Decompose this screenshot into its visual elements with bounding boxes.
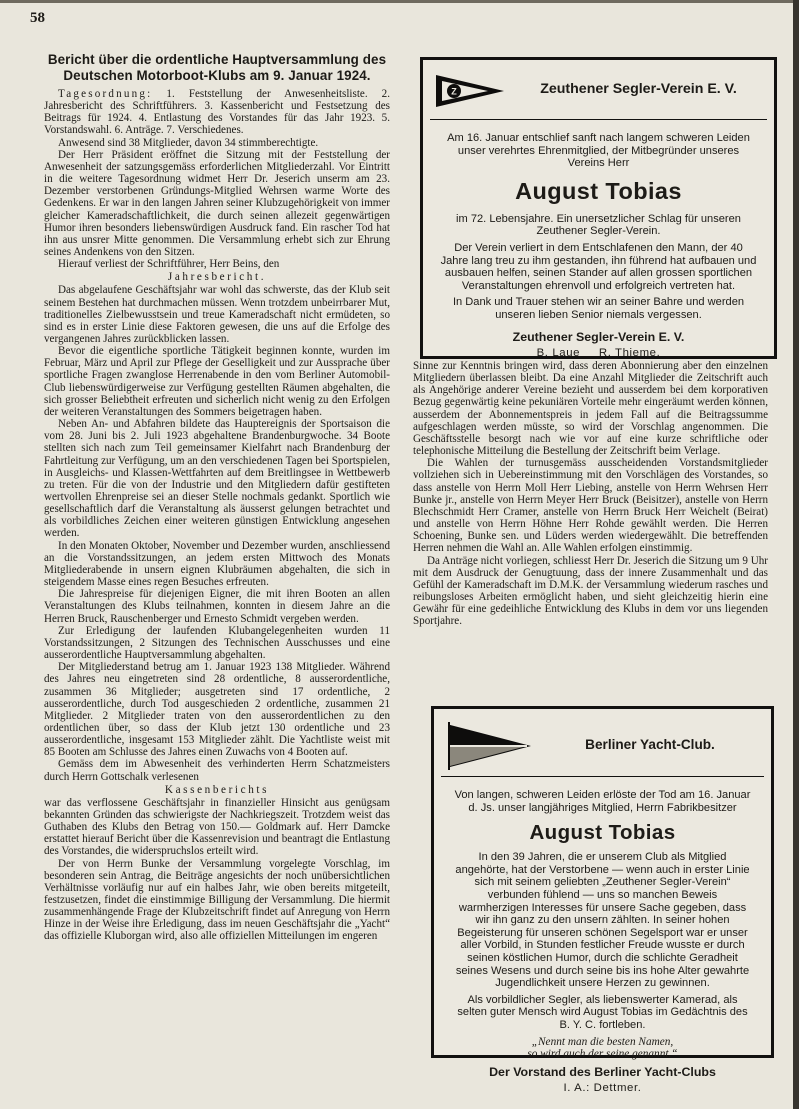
obituary-berliner-signers: I. A.: Dettmer. [563, 1081, 642, 1094]
obituary-zeuthener-club-title: Zeuthener Segler-Verein E. V. [540, 81, 737, 97]
top-rule [0, 0, 799, 3]
quote-line-2: so wird auch der seine genannt.“ [527, 1048, 678, 1061]
obituary-berliner-remembrance: Als vorbildlicher Segler, als liebenswerter Kamerad, als selten guter Mensch wird August Tobias im Gedächtnis des B. Y. C. fortleben. [457, 993, 748, 1031]
elections-paragraph: Die Wahlen der turnusgemäss ausscheidenden Vorstandsmitglieder vollziehen sich in Uebereinstimmung mit den Vorschlägen des Vorstandes, so dass anstelle von Herrn Moll Herr Liebing, anstelle von Herrn Wehrsen Herr Bunke jr., anstelle von Herrn Meyer Herr Bruck (Beisitzer), anstelle von Herrn Blechschmidt Herr Cramer, anstelle von Herrn Bruck Herr Weichelt (Beirat) und anstelle von Herrn Höhne Herr Rohde gewählt werden. Die Herren Schoening, Bunke sen. und Lüders werden wiedergewählt. Die betreffenden Herren nehmen die Wahl an. Alle Wahlen erfolgen einstimmig. [413, 457, 768, 555]
obituary-berliner-header [441, 716, 764, 777]
agenda-lead: Tagesordnung: [58, 88, 153, 100]
agenda-paragraph [44, 88, 390, 137]
agenda-text: 1. Feststellung der Anwesenheitsliste. 2. Jahresbericht des Schriftführers. 3. Kassenbericht und Festsetzung des Beitrags für 1924. 4. Entlastung des Vorstandes für das Jahr 1923. 5. Vorstandswahl. 6. Anträge. 7. Verschiedenes. [44, 88, 390, 137]
report-title-line-2: Deutschen Motorboot-Klubs am 9. Januar 1924. [63, 68, 371, 83]
cash-report-paragraph: war das verflossene Geschäftsjahr in finanzieller Hinsicht aus genügsam bekannten Gründen das schwierigste der Nachkriegszeit. Trotzdem weist das Guthaben des Klubs den Betrag von 150.— Goldmark auf. Herr Damcke erstattet hierauf Bericht über die Kassenrevision und beantragt die Entlastung des Vorstandes, die widerspruchslos erteilt wird. [44, 796, 390, 858]
obituary-berliner-intro: Von langen, schweren Leiden erlöste der Tod am 16. Januar d. Js. unser langjähriges Mitglied, Herrn Fabrikbesitzer [454, 789, 751, 814]
reading-paragraph: Hierauf verliest der Schriftführer, Herr Beins, den [58, 258, 280, 271]
subscription-paragraph: Sinne zur Kenntnis bringen wird, dass deren Abonnierung aber den einzelnen Mitgliedern überlassen bleibt. Da eine Anzahl Mitglieder die Zeitschrift auch als Angehörige anderer Vereine bezieht und ausserdem bei dem korporativen Bezug gegenwärtig keine pekuniären Vorteile mehr eingeräumt werden können, ausserdem der Abonnementspreis in jedem Fall auf die Beitragssumme aufgeschlagen werden müsste, so wird der Vorschlag angenommen. Die Geschäftsstelle besorgt nach wie vor auf eine kurze schriftliche oder telephonische Mitteilung die Bestellung der Zeitschrift beim Verlage. [413, 360, 768, 458]
obituary-zeuthener-header [430, 67, 767, 120]
quote-line-1: „Nennt man die besten Namen, [531, 1035, 674, 1048]
obituary-berliner-signature: Der Vorstand des Berliner Yacht-Clubs [489, 1064, 716, 1079]
membership-paragraph: Der Mitgliederstand betrug am 1. Januar 1923 138 Mitglieder. Während des Jahres neu eingetreten sind 28 ordentliche, 8 ausserordentliche, zusammen 36 Mitglieder; ausgetreten sind 17 ordentliche, 2 ausserordentliche, durch Tod ausgeschieden 2 ordentliche, zusammen 21 Mitglieder. 2 Mitglieder traten von den ausserordentlichen zu den ordentlichen über, so dass der Klub jetzt 130 ordentliche und 23 ausserordentliche, insgesamt 153 Mitglieder zählt. Die Yachtliste weist mit 85 Booten am Schlusse des Jahres einen Zuwachs von 4 Booten auf. [44, 661, 390, 759]
report-continuation-column [413, 360, 768, 627]
opening-paragraph: Der Herr Präsident eröffnet die Sitzung mit der Feststellung der Anwesenheit der satzungsgemäss erforderlichen Mitgliederzahl. Vor Eintritt in die weitere Tagesordnung widmet Herr Dr. Jeserich unserm am 23. Dezember verstorbenen Gründungs-Mitglied Wehrsen warme Worte des Gedenkens. Er war in den langen Jahren seiner Klubzugehörigkeit von immer gleicher Kameradschaftlichkeit, die durch seinen allezeit gegenwärtigen Humor ihren besonders liebenswürdigen Ausdruck fand. Ein rascher Tod hat ihn aus unsrer Mitte genommen. Die Versammlung erhebt sich zur Ehrung seines Andenkens von den Sitzen. [44, 148, 390, 259]
cash-report-heading: Kassenberichts [164, 783, 270, 796]
page-edge [793, 0, 799, 1109]
annual-report-paragraph: Das abgelaufene Geschäftsjahr war wohl das schwerste, das der Klub seit seinem Bestehen hat durchmachen müssen. Wenn trotzdem unbeirrbarer Mut, traditionelles Zielbewusstsein und treue Kameradschaft nicht ermüdeten, so sind es in erster Linie diese Faktoren gewesen, die uns auf die Erfolge des vergangenen Jahres zurückblicken lassen. [44, 284, 390, 345]
club-burgee-icon [445, 720, 531, 772]
obituary-zeuthener [420, 57, 777, 359]
club-evenings-paragraph: Bevor die eigentliche sportliche Tätigkeit beginnen konnte, wurden im Februar, März und April zur Pflege der Geselligkeit und zur Aussprache über sportliche Fragen zwanglose Herrenabende in den vom Berliner Automobil-Club liebenswürdigerweise zur Verfügung gestellten Räumen abgehalten, die sich grosser Beliebtheit erfreuten und sicherlich nicht wenig zu den Erfolgen der weiteren Veranstaltungen des Sommers beigetragen haben. [44, 345, 390, 418]
obituary-zeuthener-farewell: In Dank und Trauer stehen wir an seiner Bahre und werden unseren lieben Senior niemals vergessen. [452, 296, 745, 321]
closing-paragraph: Da Anträge nicht vorliegen, schliesst Herr Dr. Jeserich die Sitzung um 9 Uhr mit dem Ausdruck der Genugtuung, dass der innere Zusammenhalt und das Gefühl der Kameradschaft im D.M.K. der Versammlung wiederum rasches und reibungsloses Arbeiten ermöglicht haben, und sieht gleichzeitig hierin eine Gewähr für eine gedeihliche Entwicklung des Klubs in dem vor uns liegenden Sportjahre. [413, 554, 768, 628]
magazine-paragraph: Der von Herrn Bunke der Versammlung vorgelegte Vorschlag, im besonderen sein Antrag, die Beiträge angesichts der noch unübersichtlichen Verhältnisse vorläufig nur auf ein halbes Jahr, wie oben bereits mitgeteilt, festzusetzen, findet die einstimmige Billigung der Versammlung. Die hiermit zusammenhängende Frage der Klubzeitschrift findet auf Anregung von Herrn Hinze in der Weise ihre Erledigung, dass im neuen Geschäftsjahr die „Yacht“ das offizielle Kluborgan wird, also alle offiziellen Mitteilungen im engeren [44, 857, 390, 943]
club-pennant-icon [434, 71, 506, 115]
obituary-berliner-quote [453, 1036, 752, 1061]
obituary-berliner-frame [441, 716, 764, 1094]
obituary-zeuthener-name: August Tobias [515, 177, 682, 204]
page-number: 58 [30, 10, 45, 26]
annual-report-heading: Jahresbericht. [167, 271, 267, 284]
pennant-letter: Z [451, 86, 457, 97]
attendance-paragraph: Anwesend sind 38 Mitglieder, davon 34 stimmberechtigte. [58, 136, 319, 149]
treasurer-paragraph: Gemäss dem im Abwesenheit des verhinderten Herrn Schatzmeisters durch Herrn Gottschalk verlesenen [44, 758, 390, 783]
obituary-zeuthener-signature: Zeuthener Segler-Verein E. V. [512, 329, 685, 344]
obituary-zeuthener-intro: Am 16. Januar entschlief sanft nach langem schweren Leiden unser verehrtes Ehrenmitglied, der Mitbegründer unseres Vereins Herr [447, 132, 750, 170]
obituary-berliner-club-title: Berliner Yacht-Club. [585, 737, 715, 752]
obituary-berliner-body [441, 777, 764, 1094]
member-evenings-paragraph: In den Monaten Oktober, November und Dezember wurden, anschliessend an die Vorstandssitzungen, an jedem ersten Mittwoch des Monats Mitgliederabende in unsern eignen Klubräumen abgehalten, die sich in steigendem Masse eines regen Besuches erfreuten. [44, 539, 390, 589]
meetings-paragraph: Zur Erledigung der laufenden Klubangelegenheiten wurden 11 Vorstandssitzungen, 2 Sitzungen des Technischen Ausschusses und eine ausserordentliche Hauptversammlung abgehalten. [44, 624, 390, 662]
report-title [44, 52, 390, 84]
obituary-berliner-name: August Tobias [529, 821, 676, 845]
annual-prizes-paragraph: Die Jahrespreise für diejenigen Eigner, die mit ihren Booten an allen Veranstaltungen des Klubs teilnahmen, konnten in diesem Jahre an die Herren Bruck, Rauschenberger und Ernesto Schmidt vergeben werden. [44, 588, 390, 625]
obituary-berliner-tribute: In den 39 Jahren, die er unserem Club als Mitglied angehörte, hat der Verstorbene — wenn auch in erster Linie sich mit seinem geliebten „Zeuthener Segler-Verein“ verbunden fühlend — uns so manchen Beweis warmherzigen Interesses für unsere Sache gegeben, dass wir ihn ganz zu den unsern zählten. In seiner hohen Begeisterung für unseren schönen Segelsport war er unser aller Vorbild, in Stunden festlicher Freude wusste er durch seinen köstlichen Humor, durch die schlichte Geradheit seines Wesens und durch seine bis ins hohe Alter gewahrte Jugendlichkeit unsere Herzen zu gewinnen. [455, 851, 750, 990]
obituary-zeuthener-signers: B. Laue R. Thieme. [536, 346, 661, 359]
obituary-zeuthener-tribute: Der Verein verliert in dem Entschlafenen den Mann, der 40 Jahre lang treu zu ihm gestanden, ihn führend hat aufbauen und ausbauen helfen, seinen Stander auf allen grossen sportlichen Veranstaltungen ehrenvoll und erfolgreich vertreten hat. [440, 241, 757, 292]
report-title-line-1: Bericht über die ordentliche Hauptversammlung des [47, 52, 387, 67]
report-column [44, 52, 390, 943]
obituary-zeuthener-age: im 72. Lebensjahre. Ein unersetzlicher Schlag für unseren Zeuthener Segler-Verein. [456, 212, 741, 238]
brandenburg-week-paragraph: Neben An- und Abfahren bildete das Hauptereignis der Sportsaison die vom 28. Juni bis 2. Juli 1923 abgehaltene Brandenburgwoche. 34 Boote stellten sich nach zum Teil gemeinsamer Kielfahrt nach Brandenburg der Fahrtleitung zur Verfügung, um an den verschiedenen Tagen bei Sportspielen, in Ausgleichs- und Klassen-Wettfahrten auf dem Breitlingsee in Wettbewerb zu treten. Für die von der Industrie und den Mitgliedern dafür gestifteten wertvollen Ehrenpreise sei an dieser Stelle nochmals gedankt. Sportlich wie gesellschaftlich darf die Veranstaltung als äusserst gelungen betrachtet und als vorbildliches Zeichen einer weiteren günstigen Entwicklung angesehen werden. [44, 418, 390, 540]
obituary-zeuthener-body [430, 120, 767, 359]
obituary-zeuthener-frame [430, 67, 767, 359]
obituary-berliner [431, 706, 774, 1094]
